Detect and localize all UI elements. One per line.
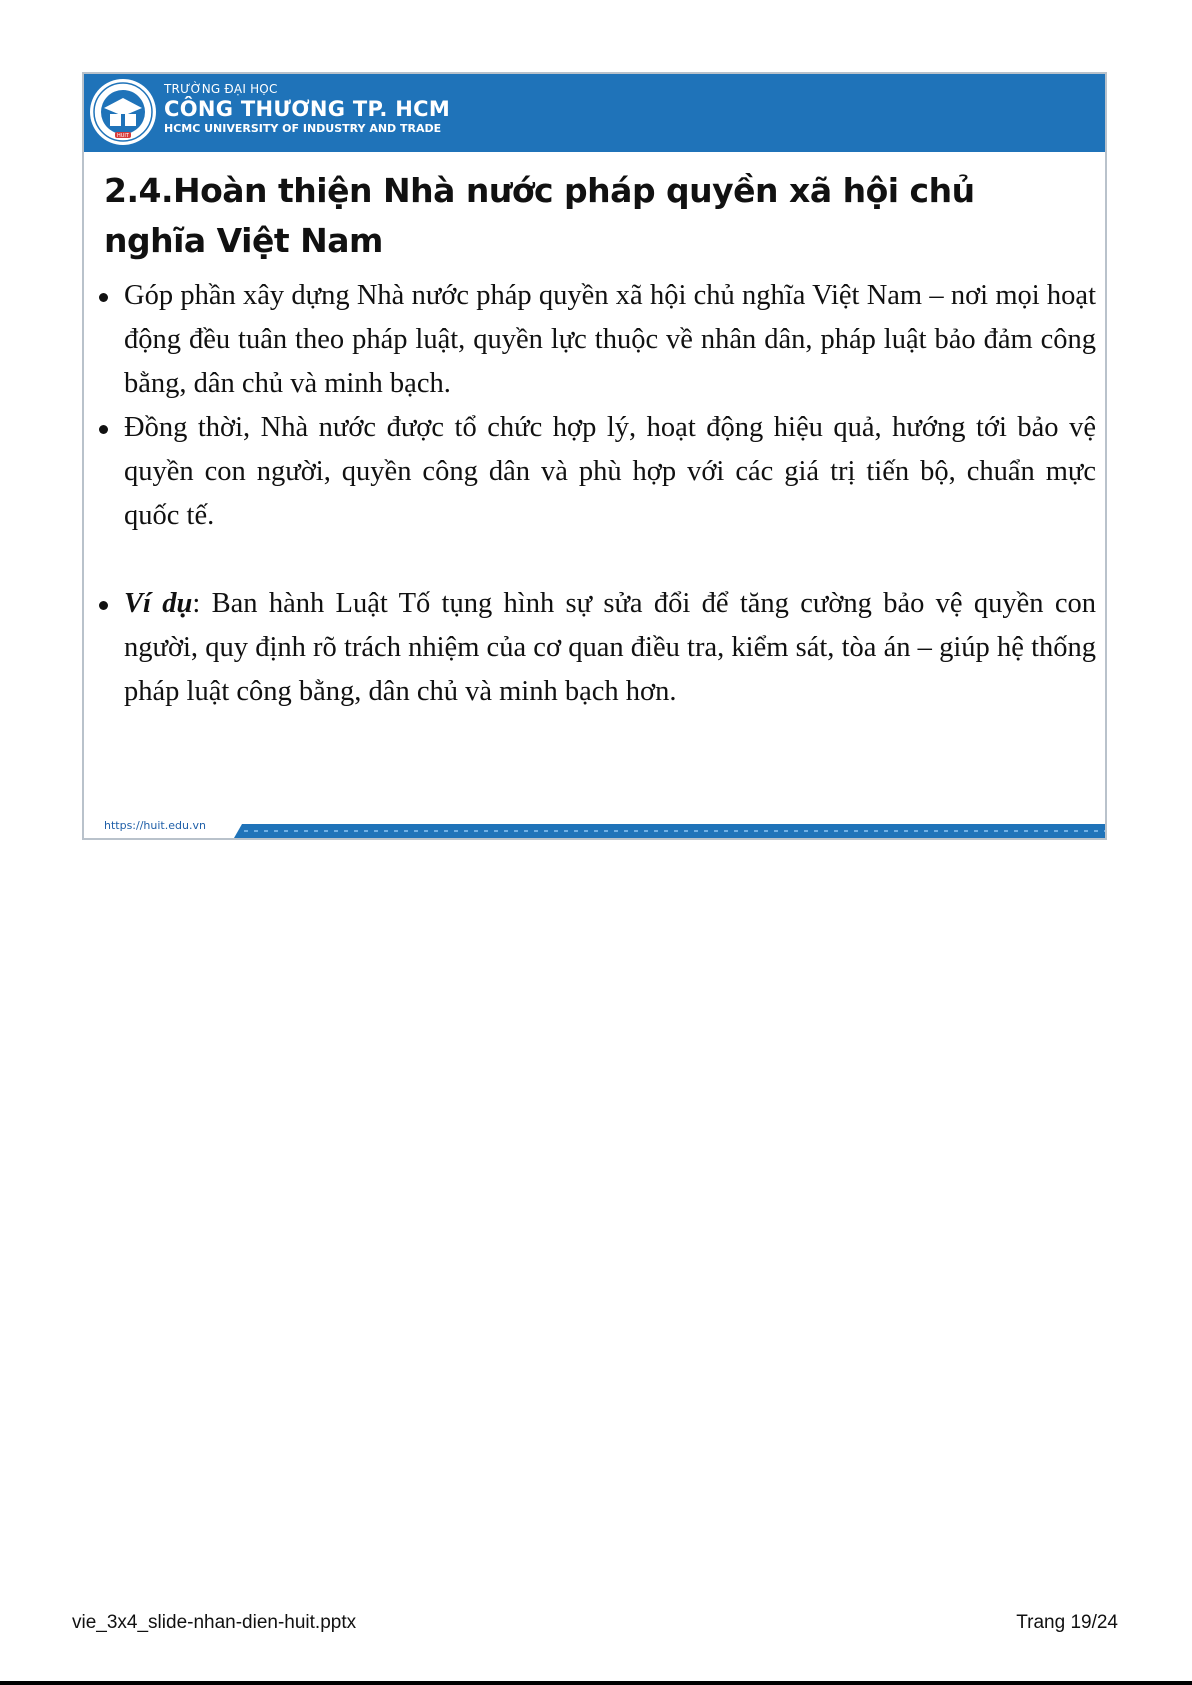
- slide-header: [84, 74, 1105, 152]
- logo-text: HUIT: [117, 133, 129, 139]
- example-bullet: [96, 582, 1096, 714]
- bullet-dot-icon: [99, 293, 108, 302]
- slide-footer: [84, 818, 1105, 838]
- bullet-dot-icon: [99, 601, 108, 610]
- bullet-item: [96, 274, 1096, 406]
- bullet-text: Góp phần xây dựng Nhà nước pháp quyền xã hội chủ nghĩa Việt Nam – nơi mọi hoạt động đều tuân theo pháp luật, quyền lực thuộc về nhân dân, pháp luật bảo đảm công bằng, dân chủ và minh bạch.: [124, 280, 1096, 399]
- bullet-text: Đồng thời, Nhà nước được tổ chức hợp lý, hoạt động hiệu quả, hướng tới bảo vệ quyền con người, quyền công dân và phù hợp với các giá trị tiến bộ, chuẩn mực quốc tế.: [124, 412, 1096, 531]
- footer-decorative-band: [234, 824, 1107, 838]
- university-name-line3: HCMC UNIVERSITY OF INDUSTRY AND TRADE: [164, 122, 442, 135]
- university-name-line2: CÔNG THƯƠNG TP. HCM: [164, 97, 451, 121]
- bullet-item: [96, 406, 1096, 538]
- slide: [82, 72, 1107, 840]
- university-name: [164, 82, 450, 136]
- slide-title: 2.4.Hoàn thiện Nhà nước pháp quyền xã hội chủ nghĩa Việt Nam: [104, 171, 975, 260]
- example-text: : Ban hành Luật Tố tụng hình sự sửa đổi để tăng cường bảo vệ quyền con người, quy định rõ trách nhiệm của cơ quan điều tra, kiểm sát, tòa án – giúp hệ thống pháp luật công bằng, dân chủ và minh bạch hơn.: [124, 588, 1097, 707]
- example-label: Ví dụ: [124, 588, 193, 619]
- page-number: Trang 19/24: [1016, 1612, 1118, 1633]
- document-filename: vie_3x4_slide-nhan-dien-huit.pptx: [72, 1612, 357, 1633]
- university-name-line1: TRƯỜNG ĐẠI HỌC: [164, 82, 278, 96]
- university-logo-icon: [88, 77, 158, 147]
- bullet-dot-icon: [99, 425, 108, 434]
- bullet-list: [96, 274, 1096, 714]
- footer-url-link[interactable]: https://huit.edu.vn: [104, 819, 206, 832]
- bottom-rule: [0, 1681, 1192, 1685]
